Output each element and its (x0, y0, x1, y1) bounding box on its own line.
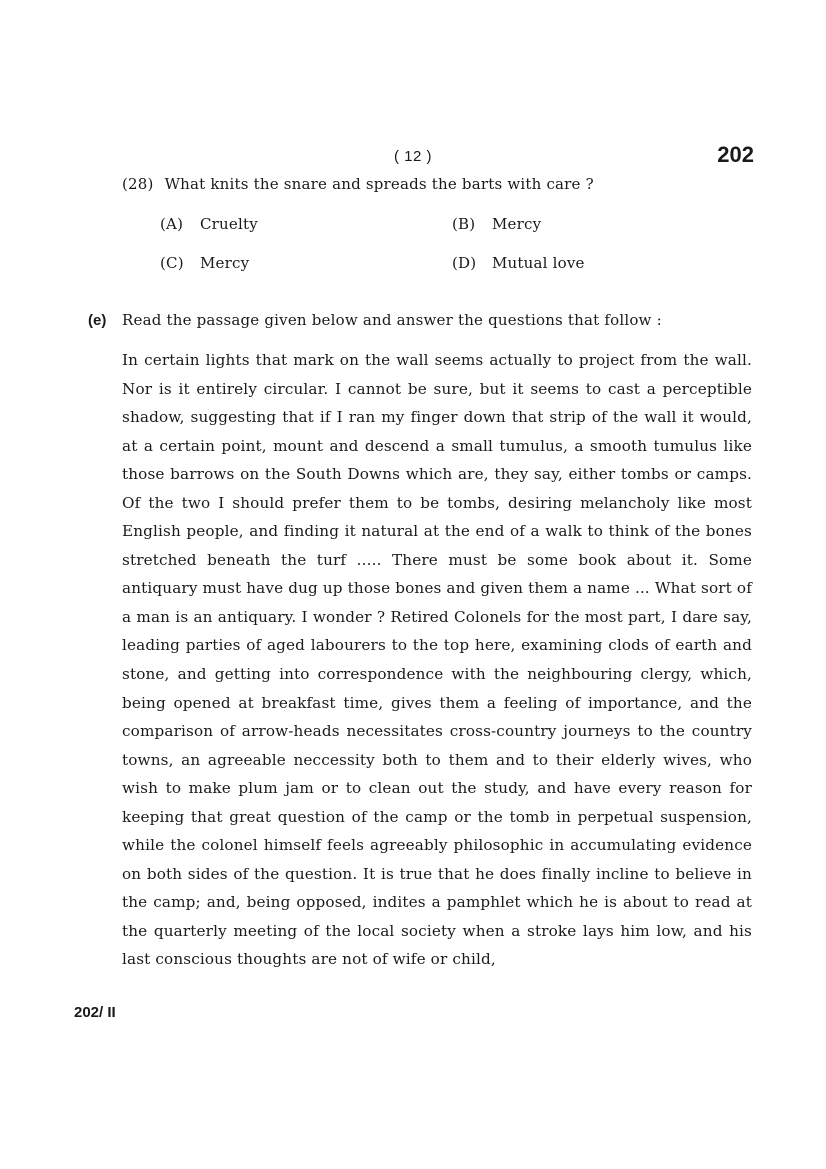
section-instruction: Read the passage given below and answer the questions that follow : (122, 311, 662, 329)
question-28 (122, 175, 594, 193)
footer-paper-code: 202/ II (74, 1004, 116, 1021)
question-text: What knits the snare and spreads the barts with care ? (164, 175, 594, 193)
option-a (160, 215, 258, 233)
option-letter: (C) (160, 254, 184, 272)
option-letter: (D) (452, 254, 477, 272)
option-text: Mercy (492, 215, 542, 233)
reading-passage: In certain lights that mark on the wall seems actually to project from the wall. Nor is it entirely circular. I cannot be sure, but it seems to cast a perceptible shadow, suggesting that if I ran my finger down that strip of the wall it would, at a certain point, mount and descend a small tumulus, a smooth tumulus like those barrows on the South Downs which are, they say, either tombs or camps. Of the two I should prefer them to be tombs, desiring melancholy like most English people, and finding it natural at the end of a walk to think of the bones stretched beneath the turf ..... There must be some book about it. Some antiquary must have dug up those bones and given them a name ... What sort of a man is an antiquary. I wonder ? Retired Colonels for the most part, I dare say, leading parties of aged labourers to the top here, examining clods of earth and stone, and getting into correspondence with the neighbouring clergy, which, being opened at breakfast time, gives them a feeling of importance, and the comparison of arrow-heads necessitates cross-country journeys to the country towns, an agreeable neccessity both to them and to their elderly wives, who wish to make plum jam or to clean out the study, and have every reason for keeping that great question of the camp or the tomb in perpetual suspension, while the colonel himself feels agreeably philosophic in accumulating evidence on both sides of the question. It is true that he does finally incline to believe in the camp; and, being opposed, indites a pamphlet which he is about to read at the quarterly meeting of the local society when a stroke lays him low, and his last conscious thoughts are not of wife or child, (122, 351, 752, 969)
option-text: Cruelty (200, 215, 258, 233)
question-number: (28) (122, 175, 154, 193)
section-label: (e) (88, 312, 107, 329)
option-letter: (A) (160, 215, 184, 233)
option-letter: (B) (452, 215, 476, 233)
option-d (452, 254, 585, 272)
paper-code: 202 (717, 142, 754, 167)
option-c (160, 254, 249, 272)
page-number: ( 12 ) (393, 148, 432, 165)
option-b (452, 215, 541, 233)
option-text: Mutual love (492, 254, 585, 272)
option-text: Mercy (200, 254, 250, 272)
